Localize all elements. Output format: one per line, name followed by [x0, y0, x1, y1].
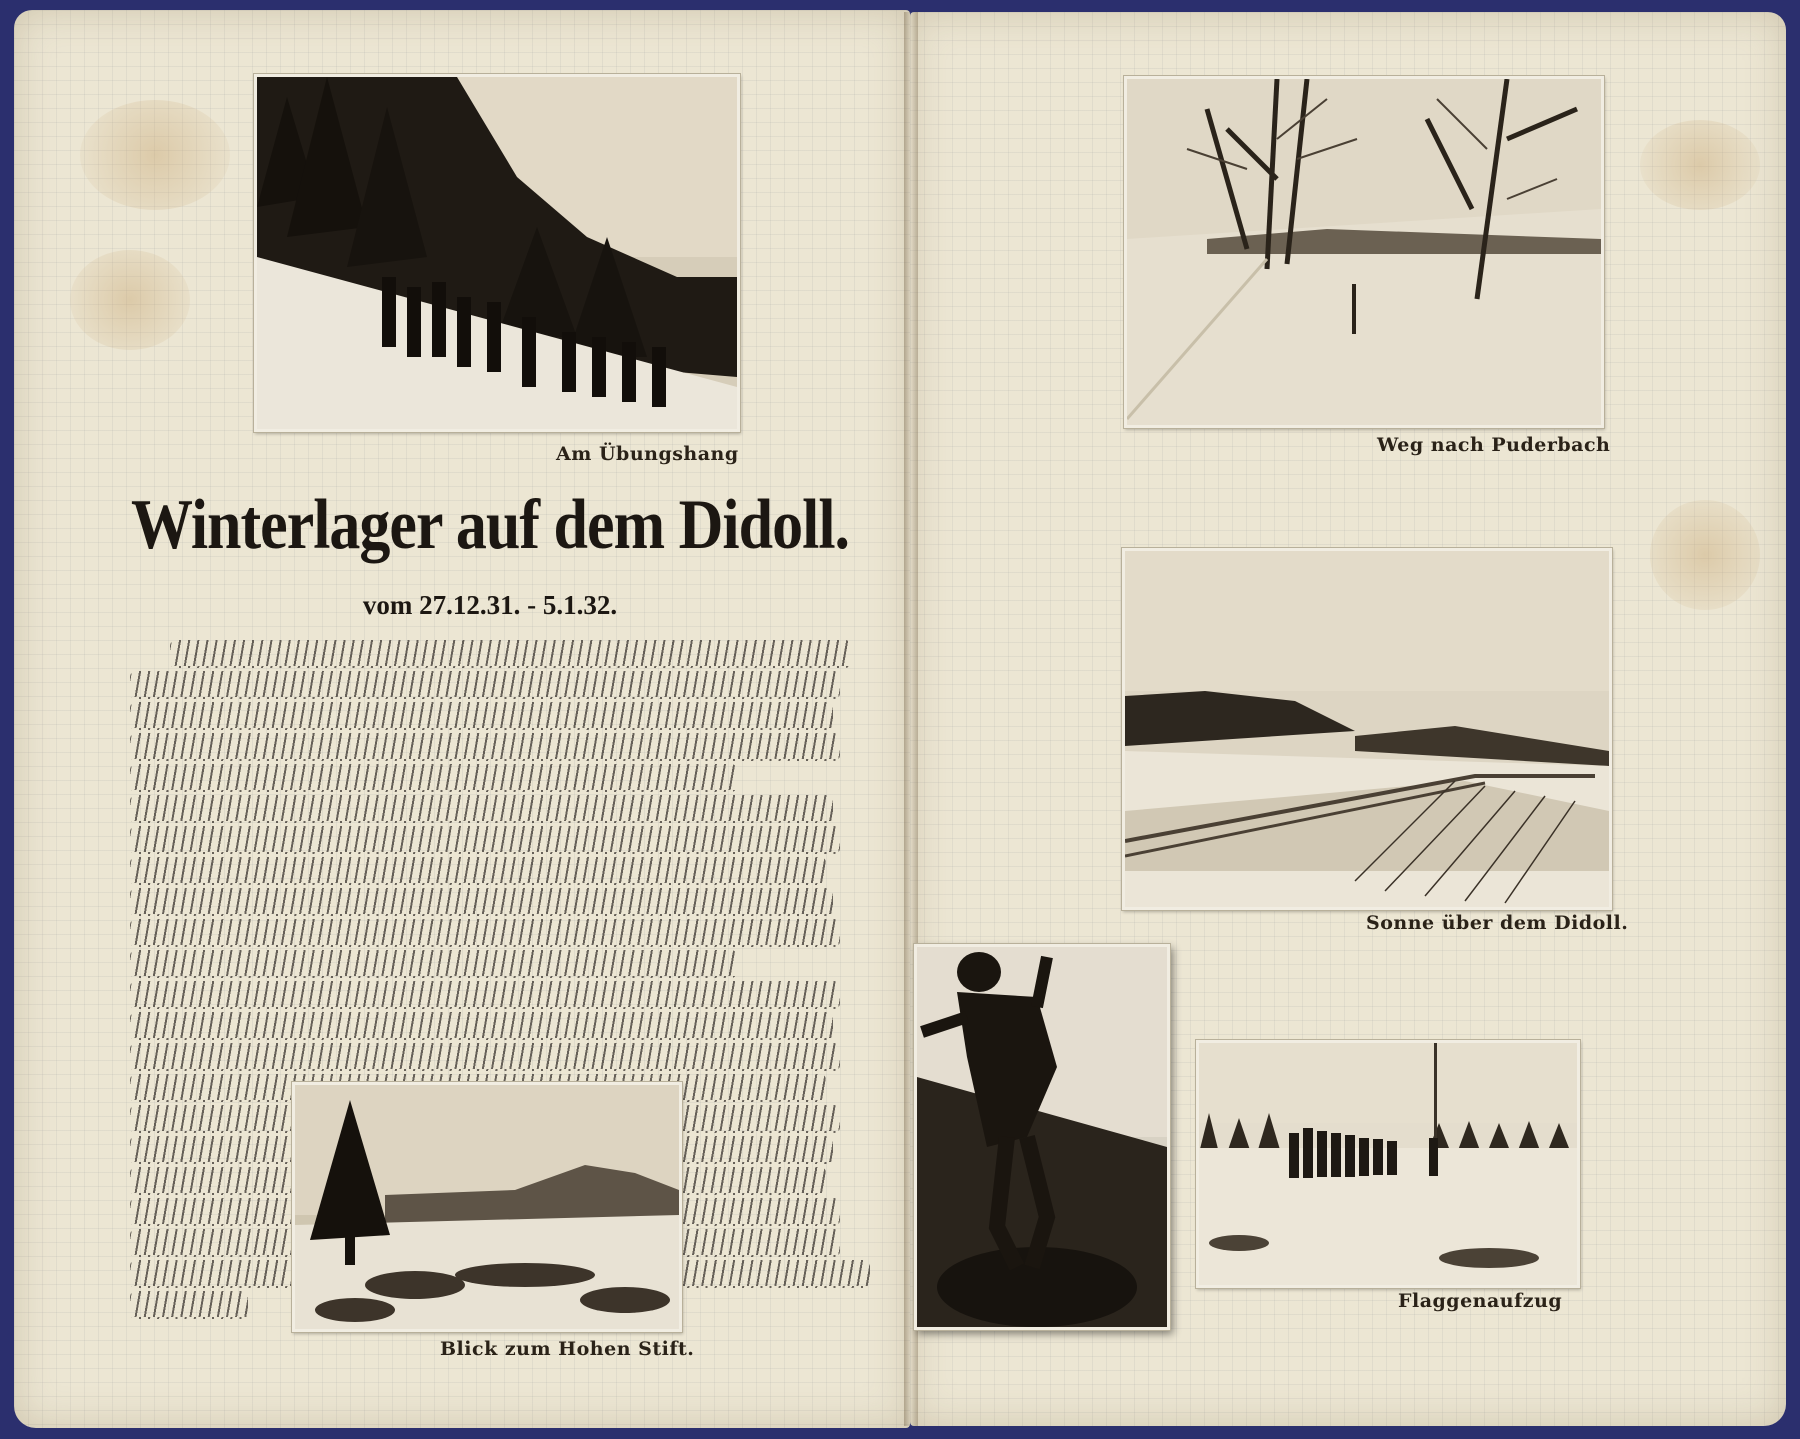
- photo-road-to-puderbach: [1124, 76, 1604, 428]
- age-stain: [1650, 500, 1760, 610]
- caption-photo-flag: Flaggenaufzug: [1398, 1290, 1563, 1312]
- date-range: vom 27.12.31. - 5.1.32.: [362, 590, 618, 620]
- page-title: Winterlager auf dem Didoll.: [130, 485, 850, 565]
- photo-view-to-hohen-stift: [292, 1082, 682, 1332]
- caption-photo-road: Weg nach Puderbach: [1377, 434, 1611, 456]
- age-stain: [1640, 120, 1760, 210]
- photo-sun-over-didoll: [1122, 548, 1612, 910]
- photo-boy-jumping: [914, 944, 1170, 1330]
- age-stain: [70, 250, 190, 350]
- photo-skiers-on-slope: [254, 74, 740, 432]
- caption-photo-sun: Sonne über dem Didoll.: [1366, 912, 1629, 934]
- photo-flag-raising: [1196, 1040, 1580, 1288]
- caption-photo-view: Blick zum Hohen Stift.: [440, 1338, 695, 1360]
- age-stain: [80, 100, 230, 210]
- caption-photo-skiers: Am Übungshang: [556, 443, 739, 465]
